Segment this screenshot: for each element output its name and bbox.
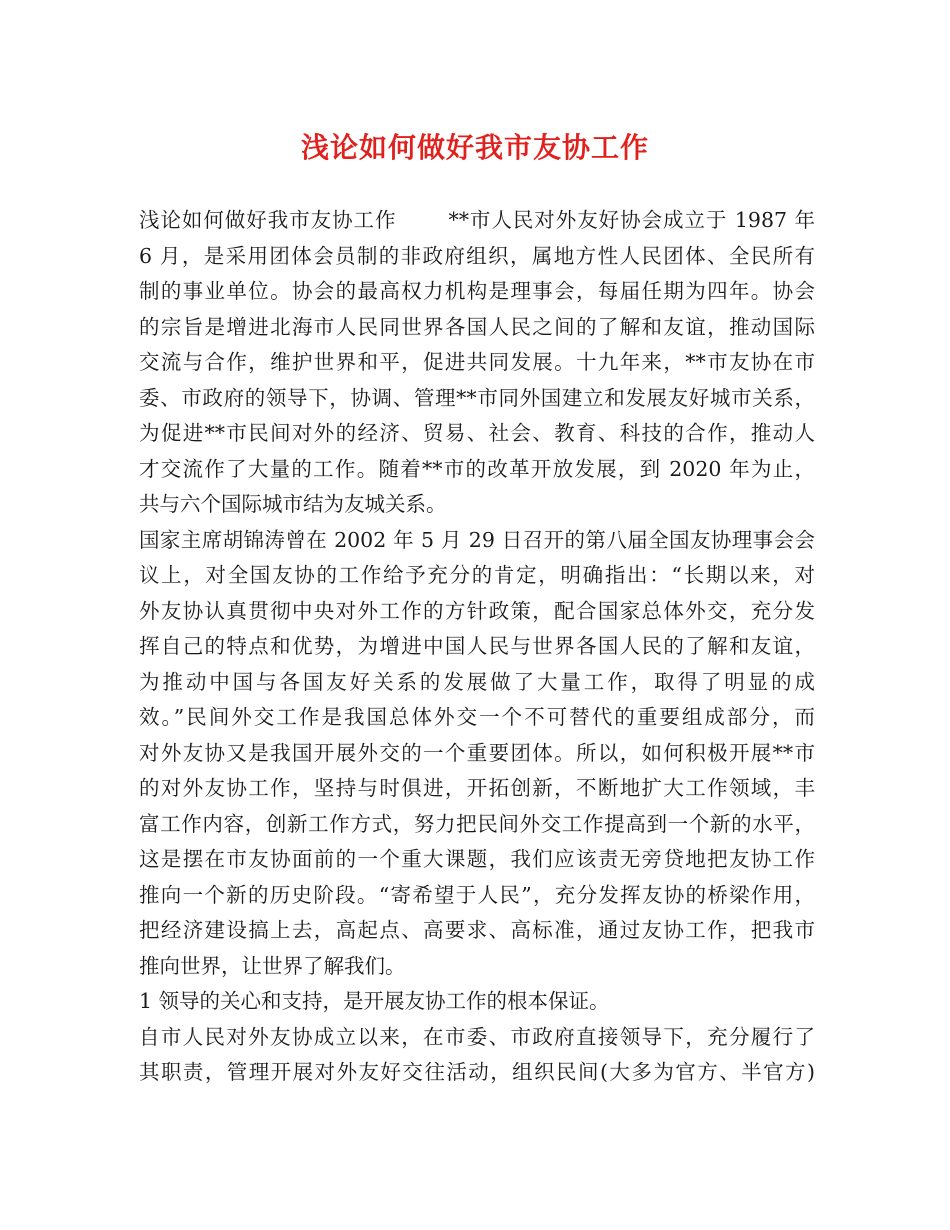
inline-heading: 浅论如何做好我市友协工作 <box>139 208 397 232</box>
text-line: 推向一个新的历史阶段。“寄希望于人民”，充分发挥友协的桥梁作用， <box>139 882 815 907</box>
text-line-continuation: **市人民对外友好协会成立于 1987 年 <box>448 208 816 232</box>
text-line: 议上，对全国友协的工作给予充分的肯定，明确指出：“长期以来，对 <box>139 563 815 587</box>
document-body <box>139 203 815 1091</box>
text-line: 效。”民间外交工作是我国总体外交一个不可替代的重要组成部分，而 <box>139 705 815 729</box>
text-line: 国家主席胡锦涛曾在 2002 年 5 月 29 日召开的第八届全国友协理事会会 <box>139 527 815 552</box>
text-line <box>139 203 815 239</box>
text-line: 为促进**市民间对外的经济、贸易、社会、教育、科技的合作，推动人 <box>139 421 815 445</box>
text-line: 制的事业单位。协会的最高权力机构是理事会，每届任期为四年。协会 <box>139 279 815 303</box>
text-line: 推向世界，让世界了解我们。 <box>139 953 406 978</box>
text-line: 共与六个国际城市结为友城关系。 <box>139 492 447 516</box>
text-line: 交流与合作，维护世界和平，促进共同发展。十九年来，**市友协在市 <box>139 350 815 374</box>
text-line: 这是摆在市友协面前的一个重大课题，我们应该责无旁贷地把友协工作 <box>139 847 815 871</box>
text-line: 自市人民对外友协成立以来，在市委、市政府直接领导下，充分履行了 <box>139 1024 815 1049</box>
text-line: 的对外友协工作，坚持与时俱进，开拓创新，不断地扩大工作领域，丰 <box>139 776 815 800</box>
text-line: 才交流作了大量的工作。随着**市的改革开放发展，到 2020 年为止， <box>139 456 815 481</box>
text-line: 挥自己的特点和优势，为增进中国人民与世界各国人民的了解和友谊， <box>139 634 815 658</box>
text-line: 其职责，管理开展对外友好交往活动，组织民间(大多为官方、半官方) <box>139 1060 815 1084</box>
text-line: 外友协认真贯彻中央对外工作的方针政策，配合国家总体外交，充分发 <box>139 598 815 623</box>
text-line: 对外友协又是我国开展外交的一个重要团体。所以，如何积极开展**市 <box>139 740 815 765</box>
document-title: 浅论如何做好我市友协工作 <box>300 131 649 164</box>
text-line: 委、市政府的领导下，协调、管理**市同外国建立和发展友好城市关系， <box>139 385 815 410</box>
text-line: 把经济建设搞上去，高起点、高要求、高标准，通过友协工作，把我市 <box>139 918 815 942</box>
text-line: 6 月，是采用团体会员制的非政府组织，属地方性人民团体、全民所有 <box>139 243 815 268</box>
text-line: 富工作内容，创新工作方式，努力把民间外交工作提高到一个新的水平， <box>139 811 815 836</box>
text-line: 为推动中国与各国友好关系的发展做了大量工作，取得了明显的成 <box>139 669 815 694</box>
text-line: 的宗旨是增进北海市人民同世界各国人民之间的了解和友谊，推动国际 <box>139 314 815 339</box>
section-heading: 1 领导的关心和支持，是开展友协工作的根本保证。 <box>139 989 610 1013</box>
